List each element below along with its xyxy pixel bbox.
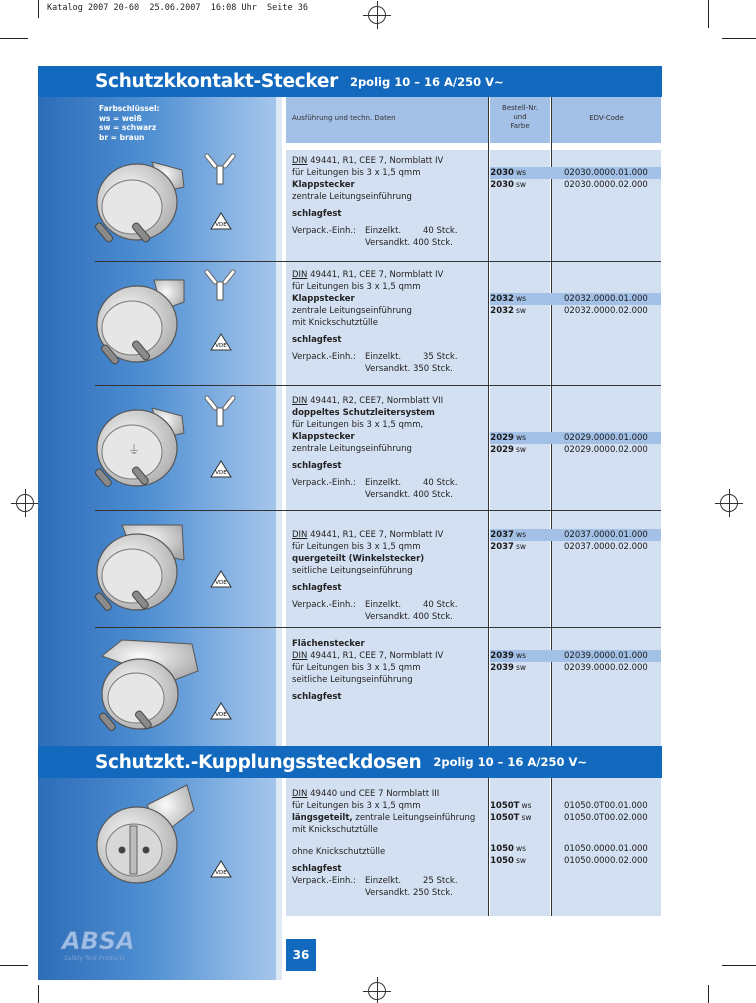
code-row: 2039 ws 02039.0000.01.000 (490, 650, 661, 662)
row-divider (95, 385, 661, 386)
code-row: 2032 ws 02032.0000.01.000 (490, 293, 661, 305)
folding-plug-icon (203, 268, 237, 304)
registration-mark (16, 494, 34, 512)
table-divider (551, 97, 552, 746)
section-subtitle: 2polig 10 – 16 A/250 V~ (349, 74, 504, 89)
svg-text:VDE: VDE (215, 343, 227, 349)
code-row: 1050 sw 01050.0000.02.000 (490, 856, 648, 866)
code-row: 2030 sw 02030.0000.02.000 (490, 180, 648, 190)
svg-text:⏚: ⏚ (128, 443, 141, 457)
svg-text:Safety first Products: Safety first Products (64, 955, 125, 962)
code-row: 2029 ws 02029.0000.01.000 (490, 432, 661, 444)
legend-line: Farbschlüssel: (99, 104, 160, 113)
code-row: 2037 sw 02037.0000.02.000 (490, 542, 648, 552)
vde-mark-icon (210, 702, 232, 720)
table-divider (488, 778, 489, 916)
folding-plug-icon (203, 152, 237, 188)
crop-mark (0, 38, 28, 39)
product-description: DIN 49441, R1, CEE 7, Normblatt IV für Leitungen bis 3 x 1,5 qmm Klappstecker zentrale Leitungseinführung schlagfest Verpack.-Einh.: Einzelkt. 40 Stck. Versandkt. 400 Stck. (292, 156, 458, 248)
plug-image-2039 (92, 636, 202, 736)
code-row: 2037 ws 02037.0000.01.000 (490, 529, 661, 541)
row-divider (95, 510, 661, 511)
product-description: DIN 49441, R1, CEE 7, Normblatt IV für Leitungen bis 3 x 1,5 qmm Klappstecker zentrale Leitungseinführung mit Knickschutztülle schlagfest Verpack.-Einh.: Einzelkt. 35 Stck. Versandkt. 350 Stck. (292, 270, 458, 374)
code-row: 2029 sw 02029.0000.02.000 (490, 445, 648, 455)
plug-image-2029 (92, 398, 192, 498)
section-title: Schutzkt.-Kupplungssteckdosen (95, 751, 422, 773)
crop-mark (0, 965, 28, 966)
code-row: 2030 ws 02030.0000.01.000 (490, 167, 661, 179)
plug-image-2032 (92, 272, 192, 372)
crop-mark (722, 38, 756, 39)
vde-mark-icon (210, 212, 232, 230)
code-row: 1050T sw 01050.0T00.02.000 (490, 813, 648, 823)
row-divider (95, 261, 661, 262)
registration-mark (720, 494, 738, 512)
order-codes (490, 843, 661, 867)
svg-text:VDE: VDE (215, 870, 227, 876)
absa-logo (60, 925, 150, 965)
vde-mark-icon (210, 333, 232, 351)
vde-mark-icon (210, 860, 232, 878)
registration-mark (368, 982, 386, 1000)
svg-text:VDE: VDE (215, 712, 227, 718)
color-legend (99, 104, 160, 142)
product-description: DIN 49441, R2, CEE7, Normblatt VII doppeltes Schutzleitersystem für Leitungen bis 3 x 1,5 qmm, Klappstecker zentrale Leitungseinführung schlagfest Verpack.-Einh.: Einzelkt. 40 Stck. Versandkt. 400 Stck. (292, 396, 458, 500)
vde-mark-icon (210, 460, 232, 478)
vde-mark-icon (210, 570, 232, 588)
order-codes (490, 167, 661, 191)
svg-text:VDE: VDE (215, 580, 227, 586)
registration-mark (368, 6, 386, 24)
svg-text:VDE: VDE (215, 222, 227, 228)
svg-text:VDE: VDE (215, 470, 227, 476)
order-codes (490, 650, 661, 674)
crop-mark (38, 0, 39, 18)
order-codes (490, 529, 661, 553)
crop-mark (708, 985, 709, 1003)
crop-mark (38, 985, 39, 1003)
plug-image-2030 (92, 152, 192, 252)
crop-mark (708, 0, 709, 28)
code-row: 2039 sw 02039.0000.02.000 (490, 663, 648, 673)
legend-line: sw = schwarz (99, 123, 157, 132)
coupler-image-1050 (92, 780, 202, 890)
header-edv: EDV-Code (589, 114, 624, 122)
crop-mark (722, 965, 756, 966)
section-header (38, 746, 662, 778)
product-description: DIN 49440 und CEE 7 Normblatt III für Leitungen bis 3 x 1,5 qmm längsgeteilt, zentrale Leitungseinführung mit Knickschutztülle ohne Knickschutztülle schlagfest Verpack.-Einh.: Einzelkt. 25 Stck. Versandkt. 250 Stck. (292, 789, 476, 898)
code-row: 2032 sw 02032.0000.02.000 (490, 306, 648, 316)
plug-image-2037 (92, 520, 192, 620)
order-codes (490, 432, 661, 456)
legend-line: br = braun (99, 132, 145, 142)
code-row: 1050 ws 01050.0000.01.000 (490, 844, 648, 854)
page-number: 36 (286, 939, 316, 971)
order-codes (490, 800, 661, 824)
header-bestell: Bestell-Nr. und Farbe (502, 104, 538, 130)
section-title: Schutzkkontakt-Stecker (95, 71, 338, 92)
print-header-line: Katalog 2007 20-60 25.06.2007 16:08 Uhr Seite 36 (47, 3, 308, 13)
table-divider (488, 97, 489, 746)
header-desc: Ausführung und techn. Daten (292, 114, 396, 122)
order-codes (490, 293, 661, 317)
section-header (38, 66, 662, 97)
product-description: Flächenstecker DIN 49441, R1, CEE 7, Normblatt IV für Leitungen bis 3 x 1,5 qmm seitliche Leitungseinführung schlagfest (292, 639, 444, 702)
svg-text:ABSA: ABSA (62, 927, 135, 955)
legend-line: ws = weiß (99, 113, 142, 123)
code-row: 1050T ws 01050.0T00.01.000 (490, 801, 648, 811)
row-divider (95, 627, 661, 628)
product-description: DIN 49441, R1, CEE 7, Normblatt IV für Leitungen bis 3 x 1,5 qmm quergeteilt (Winkelstecker) seitliche Leitungseinführung schlagfest Verpack.-Einh.: Einzelkt. 40 Stck. Versandkt. 400 Stck. (292, 530, 458, 622)
folding-plug-icon (203, 394, 237, 430)
section-subtitle: 2polig 10 – 16 A/250 V~ (433, 755, 588, 769)
